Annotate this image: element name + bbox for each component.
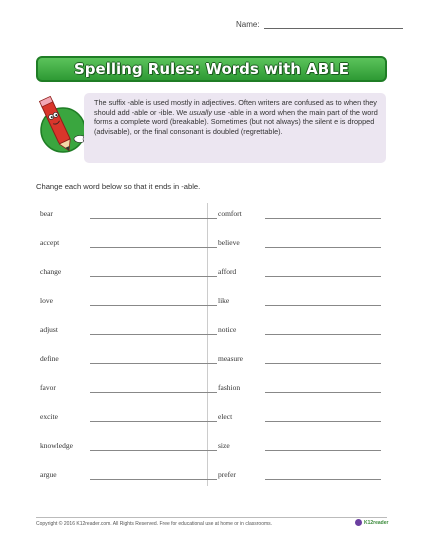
answer-blank[interactable] [265,276,381,277]
answer-blank[interactable] [90,392,217,393]
answer-blank[interactable] [90,247,217,248]
word-label: excite [40,412,58,421]
k12reader-logo [355,519,388,526]
column-divider [207,203,208,486]
logo-mark-icon [355,519,362,526]
info-box [84,93,386,163]
answer-blank[interactable] [90,218,217,219]
answer-blank[interactable] [90,305,217,306]
info-emphasis: usually [189,107,212,117]
word-label: notice [218,325,237,334]
answer-blank[interactable] [90,450,217,451]
logo-text: K12reader [364,519,389,526]
answer-blank[interactable] [265,334,381,335]
word-label: elect [218,412,233,421]
answer-blank[interactable] [265,479,381,480]
word-label: love [40,296,53,305]
word-label: define [40,354,59,363]
footer-divider [36,517,387,518]
answer-blank[interactable] [265,421,381,422]
info-text-1: The suffix -able is used mostly in adjectives. Often writers are confused as to when they should add -able or -ible. We [94,98,377,117]
answer-blank[interactable] [265,363,381,364]
word-label: favor [40,383,56,392]
word-label: argue [40,470,57,479]
word-label: comfort [218,209,242,218]
word-label: bear [40,209,53,218]
word-label: measure [218,354,243,363]
word-label: adjust [40,325,58,334]
answer-blank[interactable] [90,363,217,364]
word-label: size [218,441,230,450]
answer-blank[interactable] [265,247,381,248]
page-title: Spelling Rules: Words with ABLE [74,60,349,78]
word-label: afford [218,267,237,276]
copyright-text: Copyright © 2016 K12reader.com. All Rights Reserved. Free for educational use at home or in classrooms. [36,521,273,527]
answer-blank[interactable] [265,305,381,306]
answer-blank[interactable] [90,479,217,480]
instruction: Change each word below so that it ends in -able. [36,182,201,191]
word-label: prefer [218,470,236,479]
answer-blank[interactable] [265,218,381,219]
name-label: Name: [236,20,260,29]
answer-blank[interactable] [265,450,381,451]
name-line[interactable] [264,20,403,29]
name-field[interactable] [236,20,403,29]
word-label: accept [40,238,60,247]
word-label: believe [218,238,240,247]
answer-blank[interactable] [265,392,381,393]
word-label: like [218,296,230,305]
info-text-2: use -able in a word when the main part of the word forms a complete word (breakable). Sometimes (but not always) the silent e is dropped (advisable), or the final consonant is doubled (regrettable). [94,107,378,136]
answer-blank[interactable] [90,334,217,335]
answer-blank[interactable] [90,421,217,422]
title-banner [36,56,387,82]
answer-blank[interactable] [90,276,217,277]
word-label: change [40,267,62,276]
word-label: knowledge [40,441,73,450]
word-label: fashion [218,383,241,392]
